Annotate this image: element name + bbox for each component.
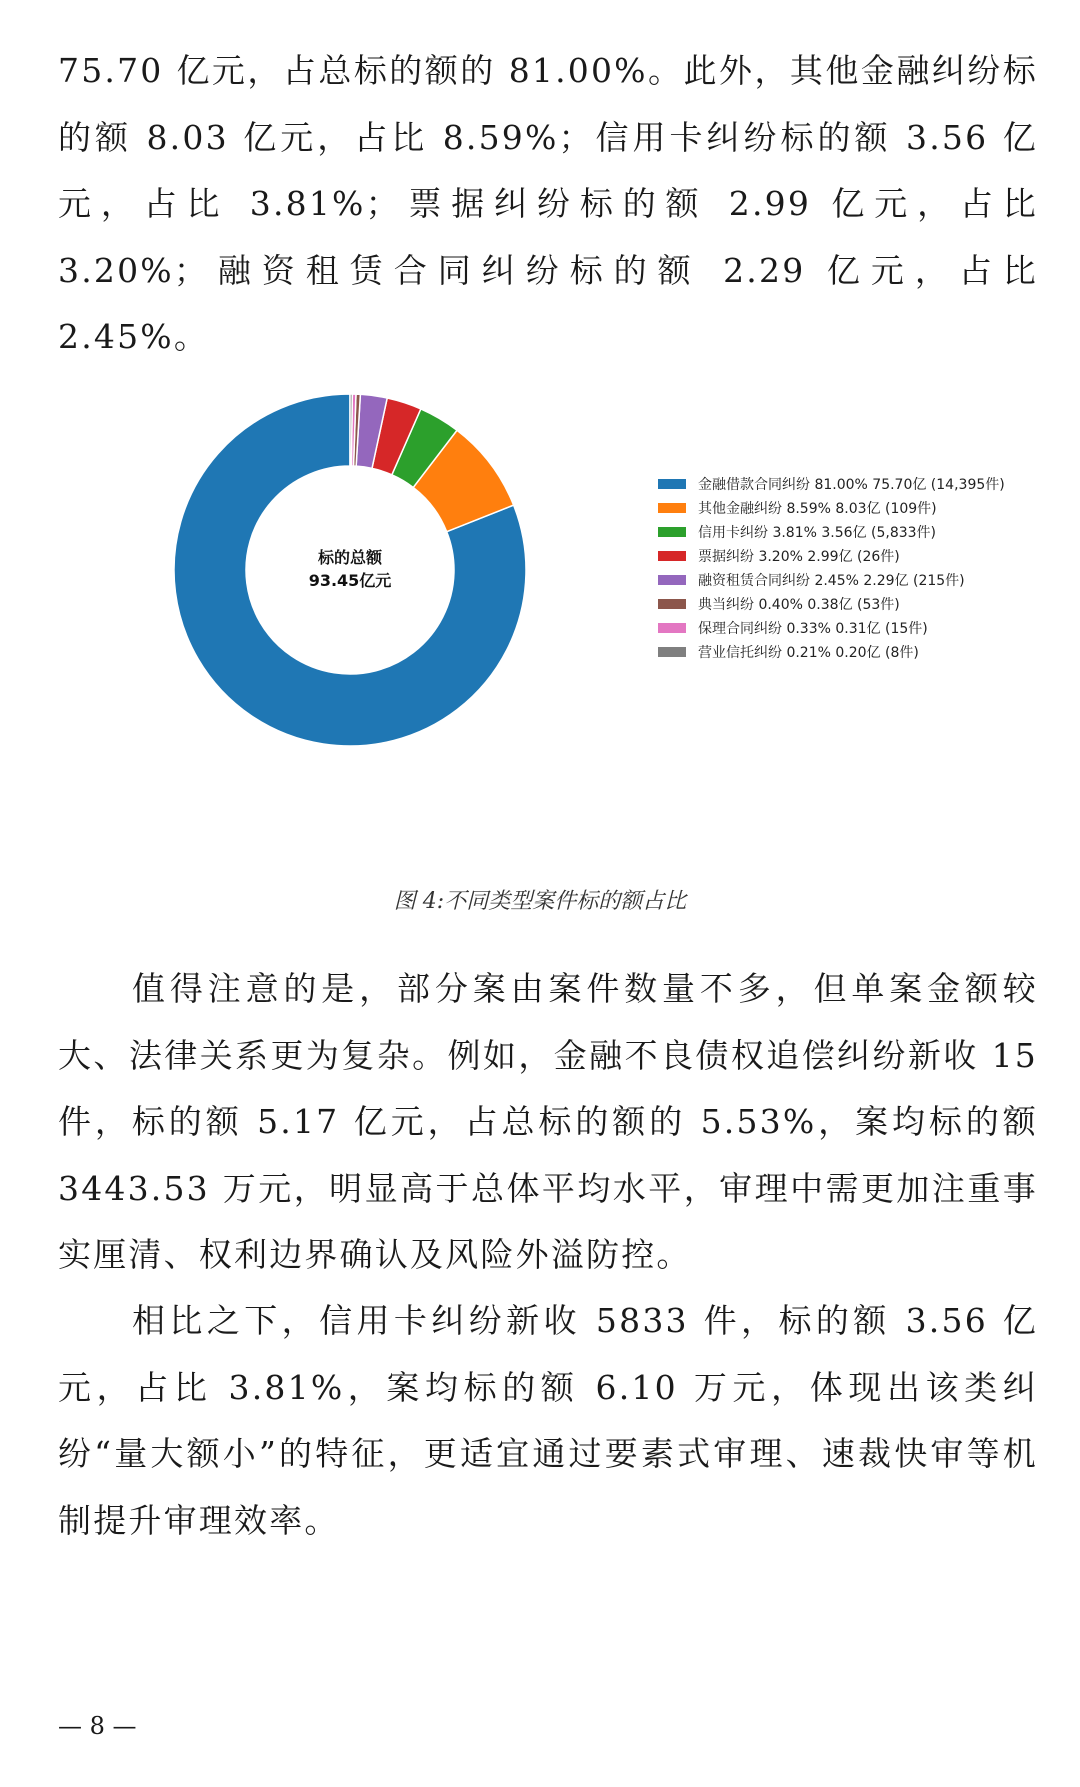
legend-label-1: 其他金融纠纷 8.59% 8.03亿 (109件) [698, 501, 937, 517]
legend-label-6: 保理合同纠纷 0.33% 0.31亿 (15件) [698, 621, 928, 637]
chart-legend [658, 476, 1005, 661]
body-paragraph-second: 值得注意的是，部分案由案件数量不多，但单案金额较大、法律关系更为复杂。例如，金融不良债权追偿纠纷新收 15 件，标的额 5.17 亿元，占总标的额的 5.53%，案均标的额 3443.53 万元，明显高于总体平均水平，审理中需更加注重事实厘清、权利边界确认及风险外溢防控。 [58, 969, 1038, 1274]
legend-label-5: 典当纠纷 0.40% 0.38亿 (53件) [698, 597, 900, 613]
donut-center-label-title: 标的总额 [317, 548, 383, 567]
body-paragraph-third: 相比之下，信用卡纠纷新收 5833 件，标的额 3.56 亿元，占比 3.81%，案均标的额 6.10 万元，体现出该类纠纷“量大额小”的特征，更适宜通过要素式审理、速裁快审等机制提升审理效率。 [58, 1301, 1038, 1540]
donut-slice-7 [350, 394, 352, 466]
body-paragraph-top: 75.70 亿元，占总标的额的 81.00%。此外，其他金融纠纷标的额 8.03 亿元，占比 8.59%；信用卡纠纷标的额 3.56 亿元，占比 3.81%；票据纠纷标的额 2.99 亿元，占比 3.20%；融资租赁合同纠纷标的额 2.29 亿元，占比 2.45%。 [58, 51, 1038, 356]
legend-label-4: 融资租赁合同纠纷 2.45% 2.29亿 (215件) [698, 573, 965, 589]
legend-swatch-3 [658, 551, 686, 561]
legend-swatch-0 [658, 479, 686, 489]
donut-center-label-total: 93.45亿元 [308, 571, 392, 590]
legend-label-7: 营业信托纠纷 0.21% 0.20亿 (8件) [698, 645, 919, 661]
donut-slices [174, 394, 526, 746]
legend-swatch-4 [658, 575, 686, 585]
figure-caption: 图 4:不同类型案件标的额占比 [393, 889, 687, 914]
legend-swatch-5 [658, 599, 686, 609]
legend-label-2: 信用卡纠纷 3.81% 3.56亿 (5,833件) [698, 525, 936, 541]
legend-swatch-6 [658, 623, 686, 633]
legend-label-3: 票据纠纷 3.20% 2.99亿 (26件) [698, 549, 900, 565]
legend-swatch-7 [658, 647, 686, 657]
legend-swatch-2 [658, 527, 686, 537]
page-number: — 8 — [58, 1712, 137, 1740]
legend-label-0: 金融借款合同纠纷 81.00% 75.70亿 (14,395件) [698, 477, 1005, 493]
donut-chart-svg [150, 380, 1030, 760]
legend-swatch-1 [658, 503, 686, 513]
donut-chart [150, 380, 1030, 760]
